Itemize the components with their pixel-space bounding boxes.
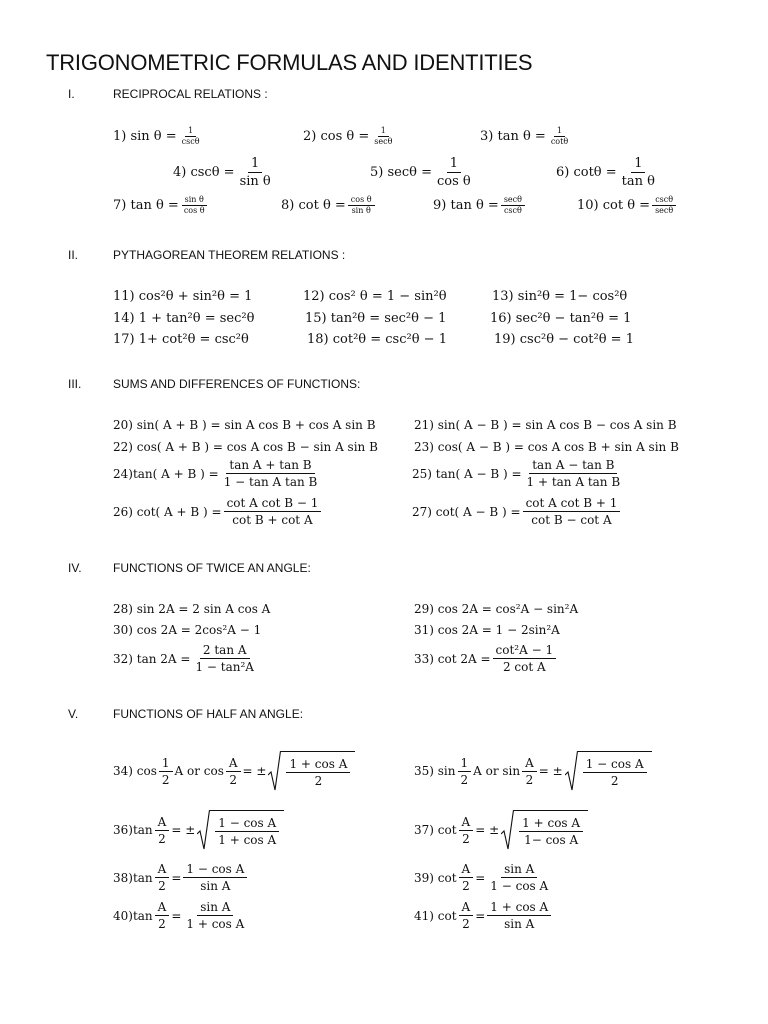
numerator: cot²A − 1 [493,644,557,659]
numerator: 1 [378,127,389,137]
denominator: 2 [460,772,469,787]
numerator: tan A − tan B [529,459,617,474]
formula: 29) cos 2A = cos²A − sin²A [414,602,579,616]
numerator: A [459,863,474,878]
formula-text: 24)tan( A + B ) = [113,466,219,481]
numerator: 1 + cos A [286,758,350,773]
denominator: 2 [462,879,470,893]
section-number: V. [68,707,79,721]
numerator: 1 [458,757,472,772]
numerator: 1 − cos A [583,758,647,773]
formula-text: = ± [538,764,563,778]
fraction [181,196,208,215]
formula [113,127,205,146]
denominator: 1 − cos A [490,879,549,893]
denominator: sin A [200,879,231,893]
denominator: 2 [610,774,619,788]
formula-text: 1) sin θ = [113,129,177,144]
formula-text: = ± [242,764,267,778]
denominator: cscθ [181,137,200,146]
page-title: TRIGONOMETRIC FORMULAS AND IDENTITIES [46,50,533,75]
formula-text: 35) sin [414,764,456,778]
fraction [348,196,375,215]
denominator: 1 + cos A [218,833,277,847]
fraction [155,863,170,892]
radicand [281,751,355,791]
formula: 17) 1+ cot²θ = csc²θ [113,332,249,347]
section-number: I. [68,87,75,101]
formula-text: 40)tan [113,908,153,923]
formula-text: 38)tan [113,870,153,885]
section-number: IV. [68,561,82,575]
formula: 22) cos( A + B ) = cos A cos B − sin A sin B [113,440,378,454]
numerator: tan A + tan B [226,459,314,474]
section-title: FUNCTIONS OF HALF AN ANGLE: [113,707,304,721]
numerator: 1 [159,757,173,772]
formula-text: 25) tan( A − B ) = [412,466,522,481]
numerator: A [459,901,474,916]
formula [113,644,259,673]
fraction [487,901,551,930]
formula-text: = ± [171,823,196,837]
formula [113,459,322,488]
formula: 13) sin²θ = 1− cos²θ [492,289,628,304]
formula: 16) sec²θ − tan²θ = 1 [490,311,632,326]
denominator: 2 [161,772,170,787]
numerator: 1 + cos A [487,901,551,916]
fraction [652,196,676,215]
denominator: sin θ [351,206,371,215]
formula [113,497,323,526]
numerator: A [522,757,537,772]
fraction [458,757,472,786]
section-number: III. [68,377,82,391]
formula: 28) sin 2A = 2 sin A cos A [113,602,271,616]
formula: 31) cos 2A = 1 − 2sin²A [414,623,560,637]
formula [414,863,553,892]
formula-text: 7) tan θ = [113,198,179,213]
fraction [159,757,173,786]
formula-text: A or cos [174,764,224,778]
formula: 30) cos 2A = 2cos²A − 1 [113,623,262,637]
denominator: 1 + tan A tan B [526,475,621,489]
formula [113,751,355,791]
formula-text: = [171,870,182,885]
formula [556,157,660,188]
formula-text: 5) secθ = [370,165,432,180]
denominator: secθ [374,137,393,146]
fraction [459,901,474,930]
formula [412,459,625,488]
formula [412,497,622,526]
denominator: cot B + cot A [232,513,313,527]
fraction [155,901,170,930]
square-root [565,751,652,791]
denominator: 2 cot A [502,660,546,674]
numerator: 1 [631,157,645,173]
denominator: tan θ [621,174,655,189]
numerator: A [155,863,170,878]
fraction [224,497,322,526]
numerator: sin A [197,901,233,916]
formula [414,810,588,850]
fraction [183,863,247,892]
formula-text: 32) tan 2A = [113,651,191,666]
numerator: secθ [501,196,525,206]
fraction [179,127,203,146]
denominator: secθ [655,206,674,215]
fraction [519,817,583,846]
denominator: 1 − tan A tan B [223,475,318,489]
formula-text: 39) cot [414,870,457,885]
fraction [493,644,557,673]
fraction [215,817,279,846]
formula-text: = [171,908,182,923]
formula-text: 3) tan θ = [480,129,546,144]
formula [113,901,249,930]
numerator: 1 − cos A [183,863,247,878]
fraction [183,901,247,930]
formula [480,127,573,146]
formula-text: 34) cos [113,764,157,778]
fraction [459,863,474,892]
fraction [583,758,647,787]
formula: 20) sin( A + B ) = sin A cos B + cos A sin B [113,418,376,432]
formula: 23) cos( A − B ) = cos A cos B + sin A sin B [414,440,679,454]
denominator: cscθ [503,206,522,215]
numerator: 1 [554,127,565,137]
formula-text: 26) cot( A + B ) = [113,504,222,519]
numerator: 1 [447,157,461,173]
denominator: 2 [158,831,166,846]
numerator: A [155,816,170,831]
formula-text: 6) cotθ = [556,165,617,180]
radicand [578,751,652,791]
formula [173,157,276,188]
fraction [548,127,571,146]
denominator: 2 [229,772,238,787]
section-title: SUMS AND DIFFERENCES OF FUNCTIONS: [113,377,361,391]
denominator: sin θ [239,174,271,189]
section-title: FUNCTIONS OF TWICE AN ANGLE: [113,561,311,575]
numerator: sin A [501,863,537,878]
fraction [522,757,537,786]
section-title: PYTHAGOREAN THEOREM RELATIONS : [113,248,346,262]
formula: 14) 1 + tan²θ = sec²θ [113,311,255,326]
formula: 11) cos²θ + sin²θ = 1 [113,289,253,304]
fraction [155,816,170,845]
denominator: 2 [525,772,534,787]
numerator: cot A cot B + 1 [523,497,621,512]
formula [113,863,249,892]
denominator: 1 + cos A [186,917,245,931]
formula [414,644,558,673]
numerator: cos θ [348,196,375,206]
numerator: A [155,901,170,916]
numerator: A [226,757,241,772]
denominator: cotθ [550,137,569,146]
denominator: 2 [314,774,323,788]
numerator: 1 − cos A [215,817,279,832]
fraction [286,758,350,787]
fraction [237,157,274,188]
formula-text: 9) tan θ = [433,198,499,213]
square-root [268,751,355,791]
denominator: 2 [158,917,166,931]
denominator: 1 − tan²A [195,660,254,674]
formula [113,196,210,215]
numerator: 1 [185,127,196,137]
radicand [210,810,284,850]
formula-text: 37) cot [414,823,457,837]
formula-text: 27) cot( A − B ) = [412,504,521,519]
section-number: II. [68,248,79,262]
formula-text: 10) cot θ = [577,198,651,213]
fraction [619,157,658,188]
formula-text: 4) cscθ = [173,165,235,180]
denominator: sin A [504,917,535,931]
formula [281,196,377,215]
formula-text: 36)tan [113,823,153,837]
square-root [197,810,284,850]
radicand [514,810,588,850]
formula: 18) cot²θ = csc²θ − 1 [307,332,447,347]
denominator: 2 [462,831,470,846]
formula [577,196,678,215]
section-title: RECIPROCAL RELATIONS : [113,87,268,101]
denominator: 2 [462,917,470,931]
fraction [371,127,395,146]
numerator: cscθ [652,196,676,206]
denominator: cos θ [183,206,205,215]
numerator: cot A cot B − 1 [224,497,322,512]
denominator: 1− cos A [524,833,579,847]
formula-text: 2) cos θ = [303,129,370,144]
denominator: 2 [158,879,166,893]
fraction [221,459,321,488]
formula: 21) sin( A − B ) = sin A cos B − cos A sin B [414,418,677,432]
fraction [192,644,257,673]
formula [433,196,527,215]
formula-text: A or sin [473,764,521,778]
numerator: sin θ [182,196,207,206]
formula-text: 33) cot 2A = [414,651,491,666]
fraction [501,196,525,215]
formula: 19) csc²θ − cot²θ = 1 [494,332,634,347]
formula-text: 8) cot θ = [281,198,346,213]
denominator: cot B − cot A [531,513,612,527]
denominator: cos θ [436,174,471,189]
fraction [434,157,474,188]
formula: 15) tan²θ = sec²θ − 1 [305,311,447,326]
numerator: 1 [248,157,262,173]
numerator: A [459,816,474,831]
fraction [459,816,474,845]
formula-text: 41) cot [414,908,457,923]
fraction [524,459,624,488]
formula [303,127,397,146]
formula-text: = ± [475,823,500,837]
formula [113,810,284,850]
formula-text: = [475,870,486,885]
square-root [501,810,588,850]
formula [414,751,652,791]
formula [414,901,553,930]
formula [370,157,476,188]
fraction [487,863,551,892]
numerator: 2 tan A [200,644,250,659]
formula-text: = [475,908,486,923]
numerator: 1 + cos A [519,817,583,832]
formula: 12) cos² θ = 1 − sin²θ [303,289,447,304]
fraction [226,757,241,786]
fraction [523,497,621,526]
